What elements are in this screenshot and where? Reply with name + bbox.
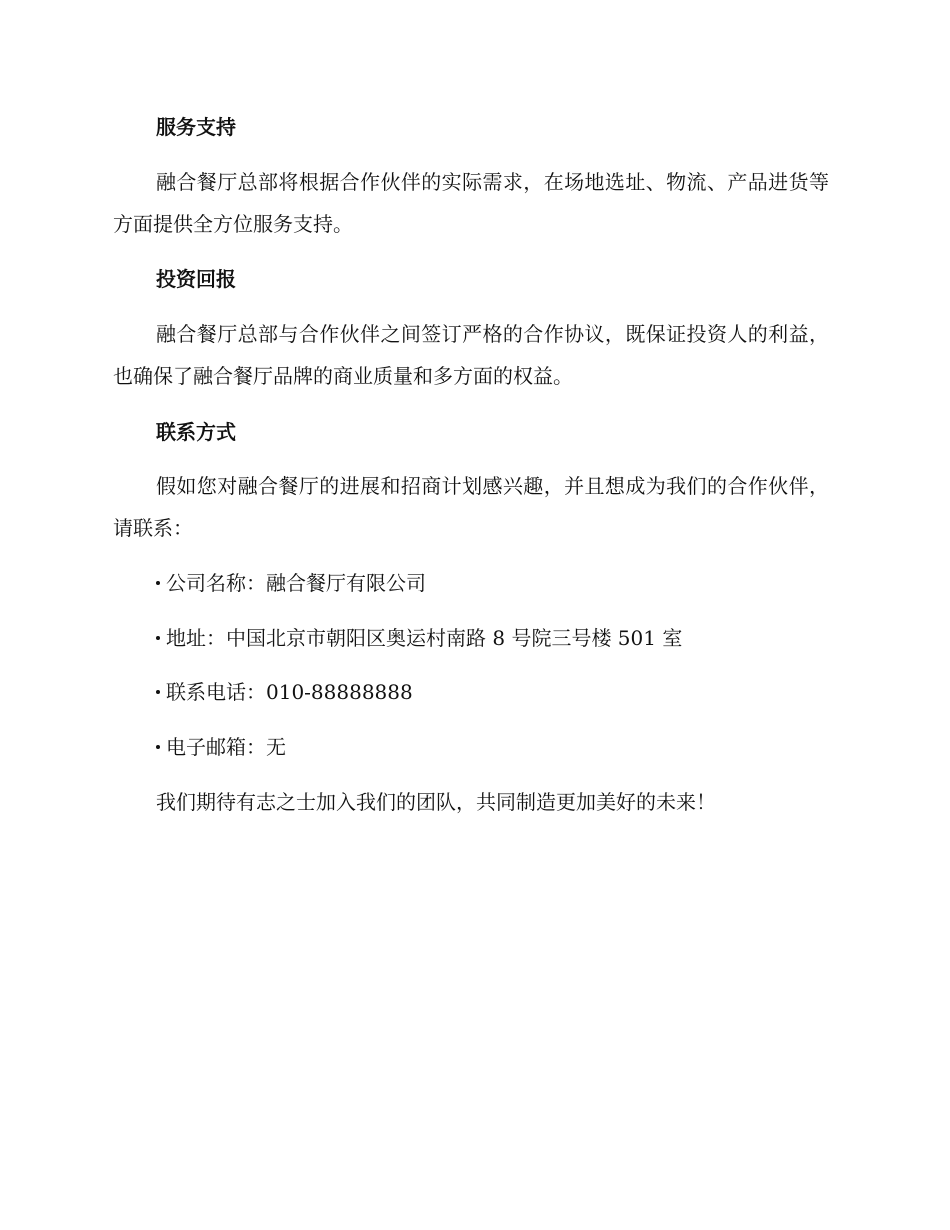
- paragraph-service-support: 融合餐厅总部将根据合作伙伴的实际需求，在场地选址、物流、产品进货等方面提供全方位服务支持。: [113, 170, 829, 236]
- contact-item-email-text: 电子邮箱：无: [166, 735, 286, 759]
- heading-investment-return: 投资回报: [156, 267, 236, 291]
- heading-contact: 联系方式: [156, 420, 236, 444]
- contact-item-address-text: 地址：中国北京市朝阳区奥运村南路 8 号院三号楼 501 室: [166, 626, 683, 650]
- bullet-icon: [156, 581, 160, 585]
- contact-item-company-text: 公司名称：融合餐厅有限公司: [166, 571, 426, 595]
- contact-item-phone: [156, 678, 413, 706]
- bullet-icon: [156, 690, 160, 694]
- paragraph-investment-return: 融合餐厅总部与合作伙伴之间签订严格的合作协议，既保证投资人的利益，也确保了融合餐厅品牌的商业质量和多方面的权益。: [113, 322, 829, 388]
- closing-sentence: 我们期待有志之士加入我们的团队，共同制造更加美好的未来！: [156, 790, 716, 814]
- heading-service-support: 服务支持: [156, 115, 236, 139]
- paragraph-contact-intro: 假如您对融合餐厅的进展和招商计划感兴趣，并且想成为我们的合作伙伴，请联系：: [113, 474, 829, 540]
- bullet-icon: [156, 636, 160, 640]
- bullet-icon: [156, 745, 160, 749]
- contact-item-email: [156, 733, 286, 761]
- contact-item-phone-text: 联系电话：010-88888888: [166, 680, 413, 704]
- contact-item-address: [156, 624, 682, 652]
- contact-item-company: [156, 569, 426, 597]
